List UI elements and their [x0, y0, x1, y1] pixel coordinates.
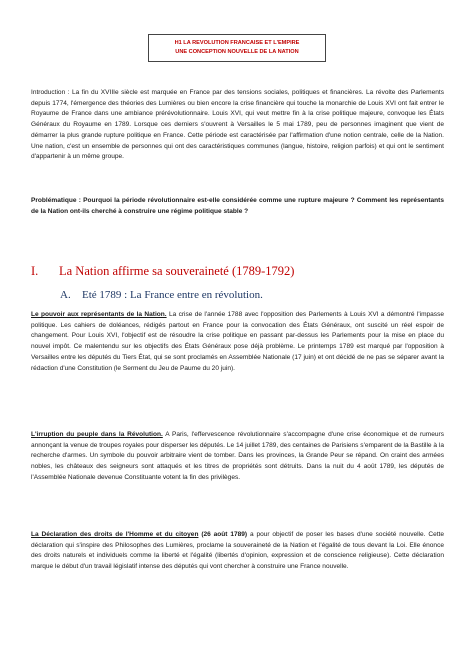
title-line-2: UNE CONCEPTION NOUVELLE DE LA NATION	[175, 49, 299, 55]
paragraph-text: A Paris, l'effervescence révolutionnaire s'accompagne d'une crise économique et de rumeurs annonçant la venue de troupes royales pour disperser les députés. Le 14 juillet 1789, des centaines de Parisiens s'emparent de la Bastille à la recherche d'armes. Un symbole du pouvoir arbitraire vient de tomber. Dans les provinces, la Grande Peur se répand. On craint des armées nobles, les châteaux des seigneurs sont attaqués et les titres de propriétés sont détruits. Dans la nuit du 4 août 1789, les députés de l'Assemblée Nationale devenue Constituante votent la fin des privilèges.	[31, 431, 444, 481]
paragraph-lead: Le pouvoir aux représentants de la Nation.	[31, 311, 167, 318]
subsection-title: Eté 1789 : La France entre en révolution.	[82, 289, 263, 301]
section-heading-1	[31, 264, 294, 279]
paragraph-text: La crise de l'année 1788 avec l'opposition des Parlements à Louis XVI a démontré l'impasse politique. Les cahiers de doléances, rédigés partout en France pour la convocation des États Généraux, ont suscité un réel espoir de changement. Pour Louis XVI, l'objectif est de résoudre la crise politique en passant par-dessus les Parlements pour la mise en place du nouvel impôt. Ce malentendu sur les objectifs des États Généraux pose déjà problème. Le printemps 1789 est marqué par l'opposition à Versailles entre les députés du Tiers État, qui se sont proclamés en Assemblée Nationale (17 juin) et ont décidé de ne pas se séparer avant la rédaction d'une Constitution (le Serment du Jeu de Paume du 20 juin).	[31, 311, 444, 372]
section-number: I.	[31, 264, 39, 278]
problematique-text: Problématique : Pourquoi la période révolutionnaire est-elle considérée comme une rupture majeure ? Comment les représentants de la Nation ont-ils cherché à construire une régime politique stable ?	[31, 197, 444, 215]
problematique-paragraph	[31, 196, 444, 217]
paragraph-date: (26 août 1789)	[198, 531, 248, 538]
paragraph-pouvoir	[31, 310, 444, 374]
introduction-text: Introduction : La fin du XVIIIe siècle est marquée en France par des tensions sociales, politiques et financières. La révolte des Parlements depuis 1774, l'émergence des théories des Lumières ou bien encore la crise financière qui touche la monarchie de Louis XVI ont fait entrer le Royaume de France dans une ambiance prérévolutionnaire. Louis XVI, qui veut mettre fin à la crise politique majeure, convoque les États Généraux du Royaume en 1789. Lorsque ces derniers s'ouvrent à Versailles le 5 mai 1789, peu de personnes imaginent que vient de démarrer la plus grande rupture politique en France. Cette période est caractérisée par l'affirmation d'une notion centrale, celle de la Nation. Une nation, c'est un ensemble de personnes qui ont des caractéristiques communes (langue, histoire, religion parfois) et qui ont le sentiment d'appartenir à un même groupe.	[31, 89, 444, 161]
subsection-number: A.	[60, 289, 71, 301]
paragraph-irruption	[31, 430, 444, 484]
paragraph-declaration	[31, 530, 444, 573]
subsection-heading-a	[60, 289, 263, 301]
title-line-1: H1 LA REVOLUTION FRANCAISE ET L'EMPIRE	[174, 40, 300, 46]
paragraph-lead: L'irruption du peuple dans la Révolution.	[31, 431, 163, 438]
paragraph-lead: La Déclaration des droits de l'Homme et du citoyen	[31, 531, 199, 538]
section-title: La Nation affirme sa souveraineté (1789-1792)	[59, 264, 295, 278]
introduction-paragraph	[31, 88, 444, 163]
title-box	[148, 34, 326, 62]
paragraph-text: a pour objectif de poser les bases d'une société nouvelle. Cette déclaration qui s'inspire des Philosophes des Lumières, proclame la souveraineté de la Nation et l'égalité de tous devant la Loi. Elle énonce des droits naturels et individuels comme la liberté et l'égalité (libertés d'opinion, expression et de conscience religieuse). Cette déclaration marque le début d'un travail législatif intense des députés qui vont chercher à construire une France nouvelle.	[31, 531, 444, 571]
